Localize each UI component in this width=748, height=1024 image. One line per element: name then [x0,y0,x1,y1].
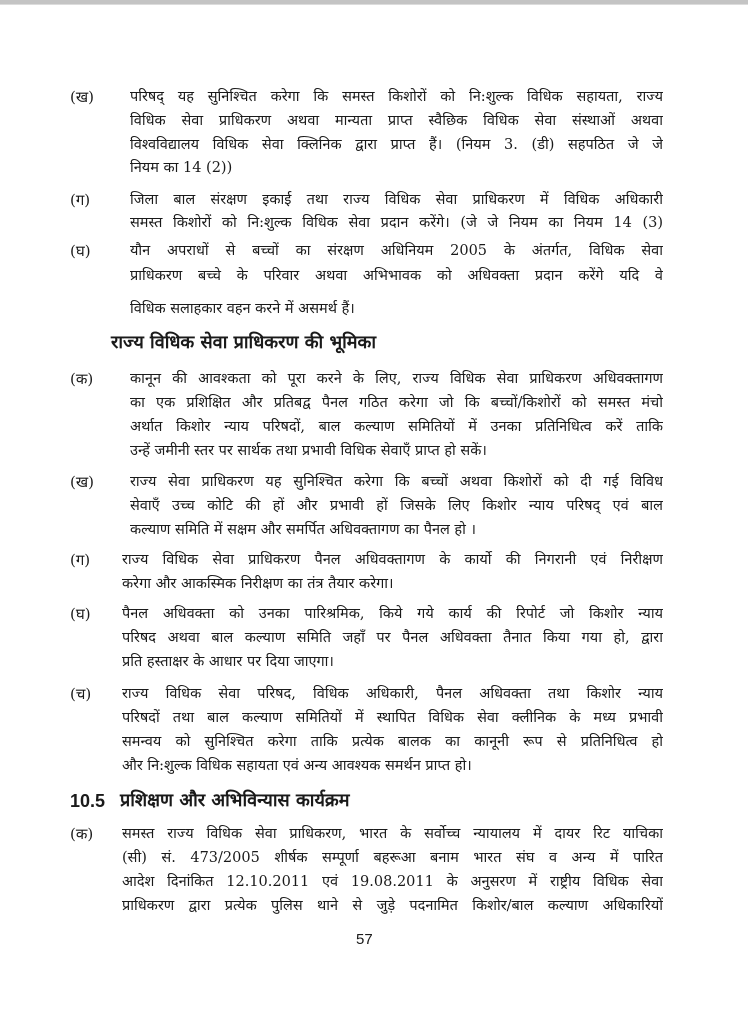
section-heading: राज्य विधिक सेवा प्राधिकरण की भूमिका [111,332,377,353]
item-line: राज्य सेवा प्राधिकरण यह सुनिश्चित करेगा कि बच्चों अथवा किशोरों को दी गई विविध [130,474,663,490]
item-line: राज्य विधिक सेवा प्राधिकरण पैनल अधिवक्तागण के कार्यो की निगरानी एवं निरीक्षण [122,552,663,568]
item-line: समस्त किशोरों को नि:शुल्क विधिक सेवा प्रदान करेंगे। (जे जे नियम का नियम 14 (3) [130,215,663,231]
item-line: जिला बाल संरक्षण इकाई तथा राज्य विधिक सेवा प्राधिकरण में विधिक अधिकारी [130,192,663,208]
section-number: 10.5 [70,791,106,811]
item-line: परिषदों तथा बाल कल्याण समितियों में स्थापित विधिक सेवा क्लीनिक के मध्य प्रभावी [122,710,663,726]
item-line: कल्याण समिति में सक्षम और समर्पित अधिवक्तागण का पैनल हो । [130,522,476,538]
item-label: (क) [70,825,94,843]
item-line: नियम का 14 (2)) [130,160,233,176]
item-line: सेवाएँ उच्च कोटि की हों और प्रभावी हों जिसके लिए किशोर न्याय परिषद् एवं बाल [130,498,663,514]
item-line: समन्वय को सुनिश्चित करेगा ताकि प्रत्येक बालक का कानूनी रूप से प्रतिनिधित्व हो [122,734,663,750]
item-line: परिषद् यह सुनिश्चित करेगा कि समस्त किशोरों को नि:शुल्क विधिक सहायता, राज्य [130,89,663,105]
item-line: विधिक सलाहकार वहन करने में असमर्थ हैं। [130,301,355,317]
item-label: (ख) [70,88,94,106]
section-heading: प्रशिक्षण और अभिविन्यास कार्यक्रम [120,790,350,811]
item-line: करेगा और आकस्मिक निरीक्षण का तंत्र तैयार करेगा। [122,576,394,592]
item-label: (घ) [70,242,91,260]
item-line: कानून की आवश्कता को पूरा करने के लिए, राज्य विधिक सेवा प्राधिकरण अधिवक्तागण [130,371,663,387]
item-line: विधिक सेवा प्राधिकरण अथवा मान्यता प्राप्त स्वैछिक विधिक सेवा संस्थाओं अथवा [130,113,663,129]
item-label: (ख) [70,473,94,491]
item-label: (ग) [70,191,91,209]
item-label: (च) [70,685,92,703]
item-line: प्राधिकरण बच्चे के परिवार अथवा अभिभावक को अधिवक्ता प्रदान करेंगे यदि वे [130,268,663,284]
item-line: विश्वविद्यालय विधिक सेवा क्लिनिक द्वारा प्राप्त हैं। (नियम 3. (डी) सहपठित जे जे [130,137,663,153]
item-line: प्राधिकरण द्वारा प्रत्येक पुलिस थाने से जुड़े पदनामित किशोर/बाल कल्याण अधिकारियों [122,898,663,914]
item-label: (ग) [70,551,91,569]
item-label: (घ) [70,605,91,623]
top-border [0,0,748,5]
item-line: का एक प्रशिक्षित और प्रतिबद्व पैनल गठित करेगा जो कि बच्चों/किशोरों को समस्त मंचो [130,395,663,411]
item-line: अर्थात किशोर न्याय परिषदों, बाल कल्याण समितियों में उनका प्रतिनिधित्व करें ताकि [130,419,663,435]
item-line: पैनल अधिवक्ता को उनका पारिश्रमिक, किये गये कार्य की रिपोर्ट जो किशोर न्याय [122,606,663,622]
item-line: यौन अपराधों से बच्चों का संरक्षण अधिनियम 2005 के अंतर्गत, विधिक सेवा [130,243,663,259]
item-line: आदेश दिनांकित 12.10.2011 एवं 19.08.2011 के अनुसरण में राष्ट्रीय विधिक सेवा [122,874,663,890]
item-label: (क) [70,370,94,388]
item-line: राज्य विधिक सेवा परिषद, विधिक अधिकारी, पैनल अधिवक्ता तथा किशोर न्याय [122,686,663,702]
page-number: 57 [356,931,373,948]
item-line: (सी) सं. 473/2005 शीर्षक सम्पूर्णा बहरूआ बनाम भारत संघ व अन्य में पारित [122,850,663,866]
item-line: और नि:शुल्क विधिक सहायता एवं अन्य आवश्यक समर्थन प्राप्त हो। [122,758,472,774]
item-line: प्रति हस्ताक्षर के आधार पर दिया जाएगा। [122,654,334,670]
item-line: समस्त राज्य विधिक सेवा प्राधिकरण, भारत के सर्वोच्च न्यायालय में दायर रिट याचिका [122,826,663,842]
item-line: परिषद अथवा बाल कल्याण समिति जहाँ पर पैनल अधिवक्ता तैनात किया गया हो, द्वारा [122,630,663,646]
item-line: उन्हें जमीनी स्तर पर सार्थक तथा प्रभावी विधिक सेवाएँ प्राप्त हो सकें। [130,443,487,459]
